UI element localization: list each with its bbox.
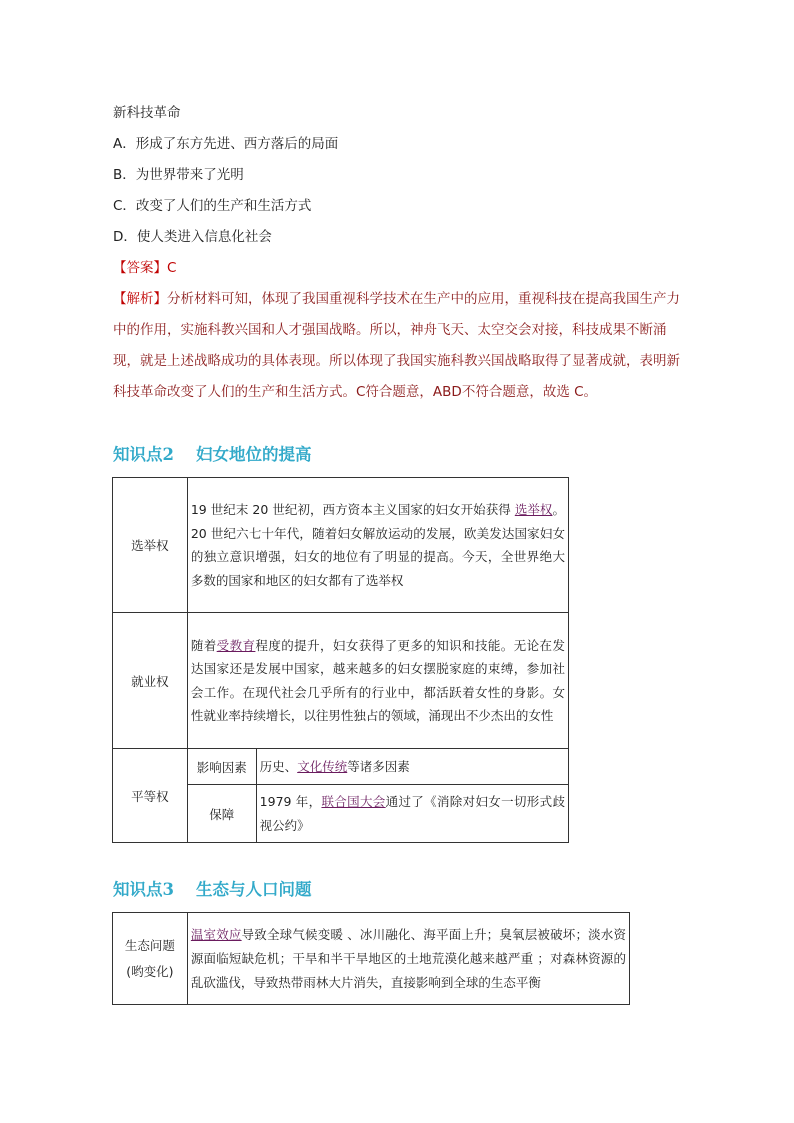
factor-link[interactable]: 文化传统 — [297, 758, 348, 774]
employment-text-b: 程度的提升，妇女获得了更多的知识和技能。无论在发达国家还是发展中国家，越来越多的妇女摆脱家庭的束缚，参加社会工作。在现代社会几乎所有的行业中，都活跃着女性的身影。女性就业率持续增长，以往男性独占的领域，涌现出不少杰出的女性 — [190, 637, 565, 723]
factor-text-a: 历史、 — [259, 758, 298, 774]
ecology-link[interactable]: 温室效应 — [190, 926, 242, 942]
vote-text-a: 19 世纪末 20 世纪初，西方资本主义国家的妇女开始获得 — [190, 502, 515, 517]
option-d: D．使人类进入信息化社会 — [113, 229, 272, 245]
factor-text-b: 等诸多因素 — [347, 758, 410, 774]
option-b: B．为世界带来了光明 — [113, 167, 244, 183]
section-2-title: 妇女地位的提高 — [195, 445, 312, 464]
section-3-number: 知识点3 — [113, 880, 174, 899]
guarantee-text-a: 1979 年， — [259, 794, 322, 809]
answer-label: 【答案】C — [113, 260, 177, 276]
row-cell-employment — [187, 613, 568, 749]
table-row — [113, 478, 569, 613]
row-cell-vote — [187, 478, 568, 613]
analysis-text: 分析材料可知，体现了我国重视科学技术在生产中的应用，重视科技在提高我国生产力中的作用，实施科教兴国和人才强国战略。所以，神舟飞天、太空交会对接，科技成果不断涌现，就是上述战略成功的具体表现。所以体现了我国实施科教兴国战略取得了显著成就，表明新科技革命改变了人们的生产和生活方式。C符合题意，ABD不符合题意，故选 C。 — [113, 291, 680, 400]
factor-cell — [256, 749, 568, 785]
question-stem-tail: 新科技革命 — [113, 105, 181, 121]
ecology-text-body: 导致全球气候变暖 、冰川融化、海平面上升；臭氧层被破坏；淡水资源面临短缺危机；干旱和半干旱地区的土地荒漠化越来越严重 ；对森林资源的乱砍滥伐，导致热带雨林大片消失，直接影响到全球的生态平衡 — [190, 926, 626, 990]
employment-link[interactable]: 受教育 — [216, 637, 256, 653]
vote-text — [188, 496, 568, 594]
option-a: A．形成了东方先进、西方落后的局面 — [113, 136, 339, 152]
ecology-table — [112, 912, 630, 1005]
analysis-paragraph — [113, 284, 685, 408]
section-2-number: 知识点2 — [113, 445, 174, 464]
guarantee-link[interactable]: 联合国大会 — [321, 794, 386, 809]
guarantee-text — [257, 788, 568, 839]
analysis-label: 【解析】 — [113, 291, 167, 307]
table-row — [113, 749, 569, 785]
guarantee-text-b: 通过了《消除对妇女一切形式歧视公约》 — [259, 794, 565, 833]
employment-text — [188, 632, 568, 730]
ecology-head-line1: 生态问题 — [124, 937, 175, 953]
ecology-head-line2: (哟变化) — [126, 963, 174, 979]
section-2-heading — [113, 441, 311, 465]
row-head-vote: 选举权 — [113, 478, 188, 613]
section-3-heading — [113, 876, 311, 900]
factor-label: 影响因素 — [187, 749, 256, 785]
table-row — [113, 613, 569, 749]
vote-text-b: 。20 世纪六七十年代，随着妇女解放运动的发展，欧美发达国家妇女的独立意识增强，妇女的地位有了明显的提高。今天，全世界绝大多数的国家和地区的妇女都有了选举权 — [190, 502, 565, 588]
section-3-title: 生态与人口问题 — [195, 880, 312, 899]
women-status-table — [112, 477, 569, 843]
row-cell-ecology — [187, 913, 629, 1005]
row-head-employment: 就业权 — [113, 613, 188, 749]
row-head-ecology — [113, 913, 188, 1005]
guarantee-cell — [256, 785, 568, 843]
table-row — [113, 913, 630, 1005]
employment-text-a: 随着 — [190, 637, 217, 653]
option-c: C．改变了人们的生产和生活方式 — [113, 198, 312, 214]
ecology-text — [188, 921, 629, 997]
row-head-equality: 平等权 — [113, 749, 188, 843]
vote-link[interactable]: 选举权 — [514, 502, 553, 517]
guarantee-label: 保障 — [187, 785, 256, 843]
factor-text — [257, 753, 568, 781]
